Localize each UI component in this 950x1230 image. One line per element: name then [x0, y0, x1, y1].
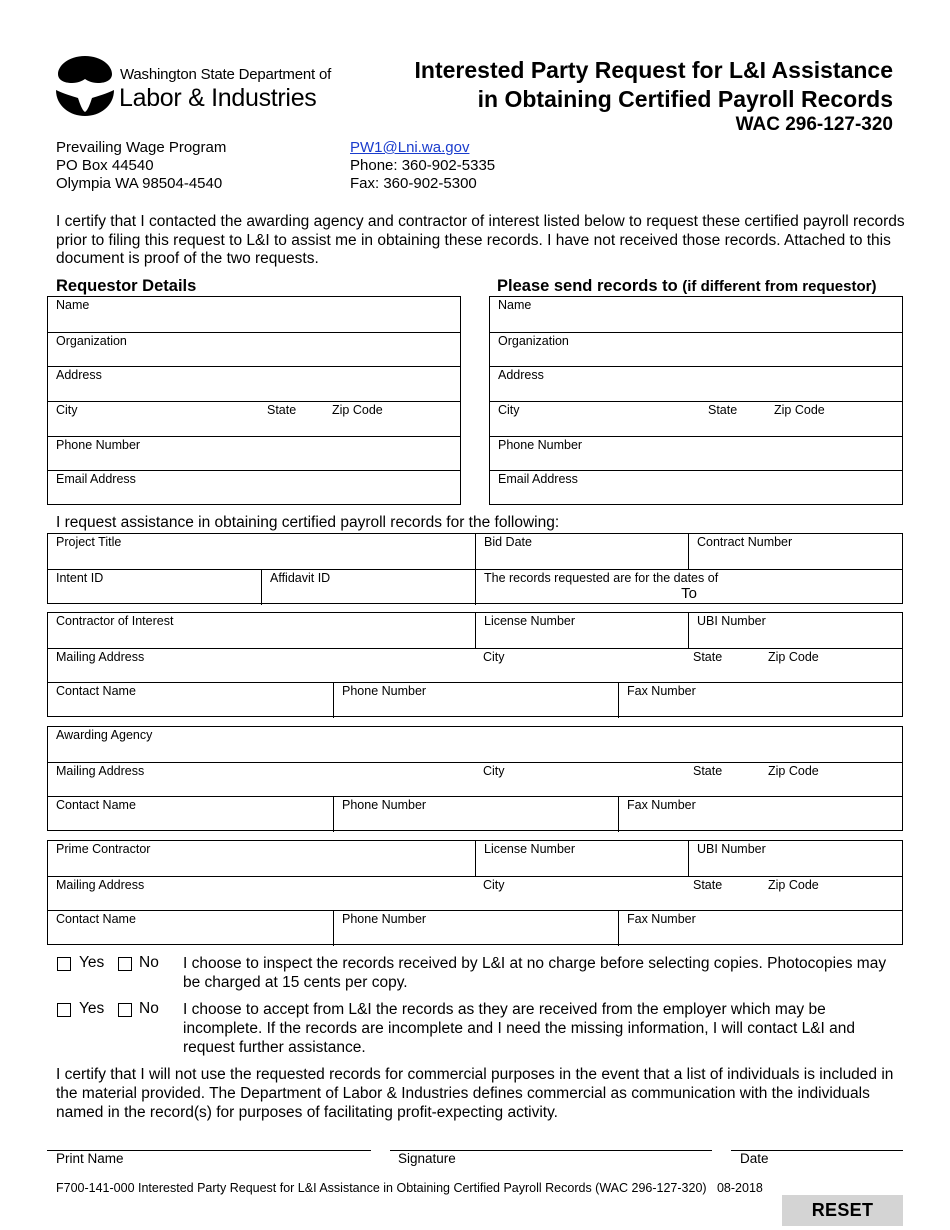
date-label: Date: [740, 1151, 769, 1166]
requestor-name-field[interactable]: [48, 297, 460, 332]
reset-button[interactable]: RESET: [782, 1195, 903, 1226]
contractor-zip-label: Zip Code: [768, 650, 819, 664]
agency-row-2[interactable]: [48, 762, 902, 797]
requestor-state-label: State: [267, 403, 297, 417]
intent-id-label: Intent ID: [56, 571, 104, 585]
send-email-row: [490, 470, 902, 506]
requestor-address-label: Address: [56, 368, 102, 382]
requestor-org-field[interactable]: [48, 333, 460, 367]
prime-fax-cell[interactable]: [618, 911, 902, 946]
affidavit-id-label: Affidavit ID: [270, 571, 331, 585]
prime-phone-cell[interactable]: [333, 911, 619, 946]
program-contact: [350, 139, 495, 193]
affidavit-id-cell[interactable]: [261, 570, 476, 605]
contractor-box: [47, 612, 903, 717]
prime-row-1: [48, 841, 902, 876]
send-city-row: [490, 401, 902, 437]
prime-row-2[interactable]: [48, 876, 902, 911]
prime-city-label: City: [483, 878, 505, 892]
agency-row-3: [48, 796, 902, 832]
contractor-ubi-label: UBI Number: [697, 614, 766, 628]
prime-mailing-label: Mailing Address: [56, 878, 145, 892]
lni-logo-icon: [54, 54, 116, 118]
project-row-2: [48, 569, 902, 605]
contractor-state-label: State: [693, 650, 723, 664]
prime-fax-label: Fax Number: [627, 912, 696, 926]
requestor-phone-row: [48, 436, 460, 471]
contract-number-cell[interactable]: [688, 534, 902, 569]
send-email-label: Email Address: [498, 472, 578, 486]
send-org-field[interactable]: [490, 333, 902, 367]
contractor-mailing-label: Mailing Address: [56, 650, 145, 664]
prime-phone-label: Phone Number: [342, 912, 427, 926]
send-to-title-text: Please send records to: [497, 277, 678, 295]
intent-id-cell[interactable]: [48, 570, 261, 605]
send-address-field[interactable]: [490, 367, 902, 402]
agency-row-1[interactable]: [48, 727, 902, 762]
contract-number-label: Contract Number: [697, 535, 793, 549]
requestor-city-label: City: [56, 403, 78, 417]
send-name-label: Name: [498, 298, 532, 312]
accept-no-label: No: [139, 1000, 159, 1017]
inspect-yes-checkbox[interactable]: [57, 957, 71, 971]
po-box: PO Box 44540: [56, 157, 154, 174]
contractor-fax-cell[interactable]: [618, 683, 902, 718]
accept-text: I choose to accept from L&I the records as they are received from the employer which may be incomplete. If the records are incomplete and I need the missing information, I will contact L&I and request further assistance.: [183, 1001, 856, 1056]
send-to-title: [497, 277, 876, 296]
accept-yes-label: Yes: [79, 1000, 105, 1017]
requestor-name-row: [48, 297, 460, 332]
send-city-label: City: [498, 403, 520, 417]
agency-fax-label: Fax Number: [627, 798, 696, 812]
inspect-text: I choose to inspect the records received by L&I at no charge before selecting copies. Photocopies may be charged at 15 cents per copy.: [183, 955, 887, 991]
send-phone-label: Phone Number: [498, 438, 583, 452]
send-email-field[interactable]: [490, 471, 902, 506]
agency-name-line2: Labor & Industries: [119, 84, 317, 112]
agency-name-label: Awarding Agency: [56, 728, 153, 742]
requestor-phone-field[interactable]: [48, 437, 460, 471]
prime-box: [47, 840, 903, 945]
request-line: I request assistance in obtaining certified payroll records for the following:: [56, 514, 560, 531]
program-fax: Fax: 360-902-5300: [350, 175, 477, 192]
accept-no-checkbox[interactable]: [118, 1003, 132, 1017]
contractor-phone-cell[interactable]: [333, 683, 619, 718]
contractor-row-1: [48, 613, 902, 648]
requestor-name-label: Name: [56, 298, 90, 312]
agency-contact-label: Contact Name: [56, 798, 136, 812]
record-dates-cell[interactable]: [475, 570, 902, 605]
contractor-name-label: Contractor of Interest: [56, 614, 174, 628]
requestor-address-row: [48, 366, 460, 402]
prime-state-label: State: [693, 878, 723, 892]
agency-box: [47, 726, 903, 831]
agency-phone-cell[interactable]: [333, 797, 619, 832]
contractor-contact-label: Contact Name: [56, 684, 136, 698]
send-name-field[interactable]: [490, 297, 902, 332]
print-name-label: Print Name: [56, 1151, 124, 1166]
prime-license-label: License Number: [484, 842, 576, 856]
requestor-org-row: [48, 332, 460, 367]
requestor-city-field[interactable]: [48, 402, 460, 437]
requestor-email-field[interactable]: [48, 471, 460, 506]
program-phone: Phone: 360-902-5335: [350, 157, 496, 174]
contractor-license-label: License Number: [484, 614, 576, 628]
form-title-line2: in Obtaining Certified Payroll Records: [477, 86, 893, 112]
program-address: [56, 139, 226, 193]
contractor-row-2[interactable]: [48, 648, 902, 683]
prime-contact-label: Contact Name: [56, 912, 136, 926]
program-name: Prevailing Wage Program: [56, 139, 227, 156]
agency-fax-cell[interactable]: [618, 797, 902, 832]
agency-state-label: State: [693, 764, 723, 778]
project-row-1: [48, 534, 902, 569]
send-address-row: [490, 366, 902, 402]
inspect-no-label: No: [139, 954, 159, 971]
send-to-box: [489, 296, 903, 505]
send-to-title-note: (if different from requestor): [682, 278, 877, 295]
contractor-fax-label: Fax Number: [627, 684, 696, 698]
accept-yes-checkbox[interactable]: [57, 1003, 71, 1017]
agency-mailing-label: Mailing Address: [56, 764, 145, 778]
send-phone-row: [490, 436, 902, 471]
contractor-license-cell[interactable]: [475, 613, 689, 648]
agency-city-label: City: [483, 764, 505, 778]
requestor-org-label: Organization: [56, 334, 127, 348]
contractor-name-cell[interactable]: [48, 613, 475, 648]
form-footer: F700-141-000 Interested Party Request for L&I Assistance in Obtaining Certified Payroll Records (WAC 296-127-320) 08-2018: [56, 1181, 763, 1195]
send-state-label: State: [708, 403, 738, 417]
requestor-box: [47, 296, 461, 505]
agency-zip-label: Zip Code: [768, 764, 819, 778]
prime-name-cell[interactable]: [48, 841, 475, 876]
bid-date-label: Bid Date: [484, 535, 532, 549]
contractor-contact-cell[interactable]: [48, 683, 333, 718]
send-city-field[interactable]: [490, 402, 902, 437]
agency-phone-label: Phone Number: [342, 798, 427, 812]
form-wac-reference: WAC 296-127-320: [735, 114, 893, 135]
send-address-label: Address: [498, 368, 544, 382]
project-title-label: Project Title: [56, 535, 122, 549]
prime-license-cell[interactable]: [475, 841, 689, 876]
requestor-zip-label: Zip Code: [332, 403, 383, 417]
dates-to-label: To: [681, 585, 697, 602]
prime-ubi-cell[interactable]: [688, 841, 902, 876]
send-name-row: [490, 297, 902, 332]
inspect-yes-label: Yes: [79, 954, 105, 971]
program-city: Olympia WA 98504-4540: [56, 175, 223, 192]
requestor-title: Requestor Details: [56, 277, 197, 295]
contractor-row-3: [48, 682, 902, 718]
requestor-city-row: [48, 401, 460, 437]
project-box: [47, 533, 903, 604]
record-dates-label: The records requested are for the dates of: [484, 571, 719, 585]
requestor-email-label: Email Address: [56, 472, 136, 486]
prime-zip-label: Zip Code: [768, 878, 819, 892]
send-org-label: Organization: [498, 334, 569, 348]
prime-row-3: [48, 910, 902, 946]
contractor-city-label: City: [483, 650, 505, 664]
prime-name-label: Prime Contractor: [56, 842, 151, 856]
signature-label: Signature: [398, 1151, 456, 1166]
requestor-phone-label: Phone Number: [56, 438, 141, 452]
requestor-email-row: [48, 470, 460, 506]
certify-commercial: I certify that I will not use the requested records for commercial purposes in the event that a list of individuals is included in the material provided. The Department of Labor & Industries defines commercial as communication with the individuals named in the record(s) for purposes of facilitating profit-expecting activity.: [56, 1066, 894, 1121]
send-zip-label: Zip Code: [774, 403, 825, 417]
requestor-address-field[interactable]: [48, 367, 460, 402]
agency-contact-cell[interactable]: [48, 797, 333, 832]
contractor-ubi-cell[interactable]: [688, 613, 902, 648]
prime-contact-cell[interactable]: [48, 911, 333, 946]
form-title-line1: Interested Party Request for L&I Assistance: [414, 57, 893, 83]
inspect-no-checkbox[interactable]: [118, 957, 132, 971]
prime-ubi-label: UBI Number: [697, 842, 766, 856]
certify-intro: I certify that I contacted the awarding agency and contractor of interest listed below to request these certified payroll records prior to filing this request to L&I to assist me in obtaining these records. I have not received those records. Attached to this document is proof of the two requests.: [56, 213, 905, 267]
email-link[interactable]: PW1@Lni.wa.gov: [350, 139, 470, 156]
agency-name-line1: Washington State Department of: [120, 66, 332, 83]
send-org-row: [490, 332, 902, 367]
bid-date-cell[interactable]: [475, 534, 689, 569]
project-title-cell[interactable]: [48, 534, 475, 569]
send-phone-field[interactable]: [490, 437, 902, 471]
contractor-phone-label: Phone Number: [342, 684, 427, 698]
